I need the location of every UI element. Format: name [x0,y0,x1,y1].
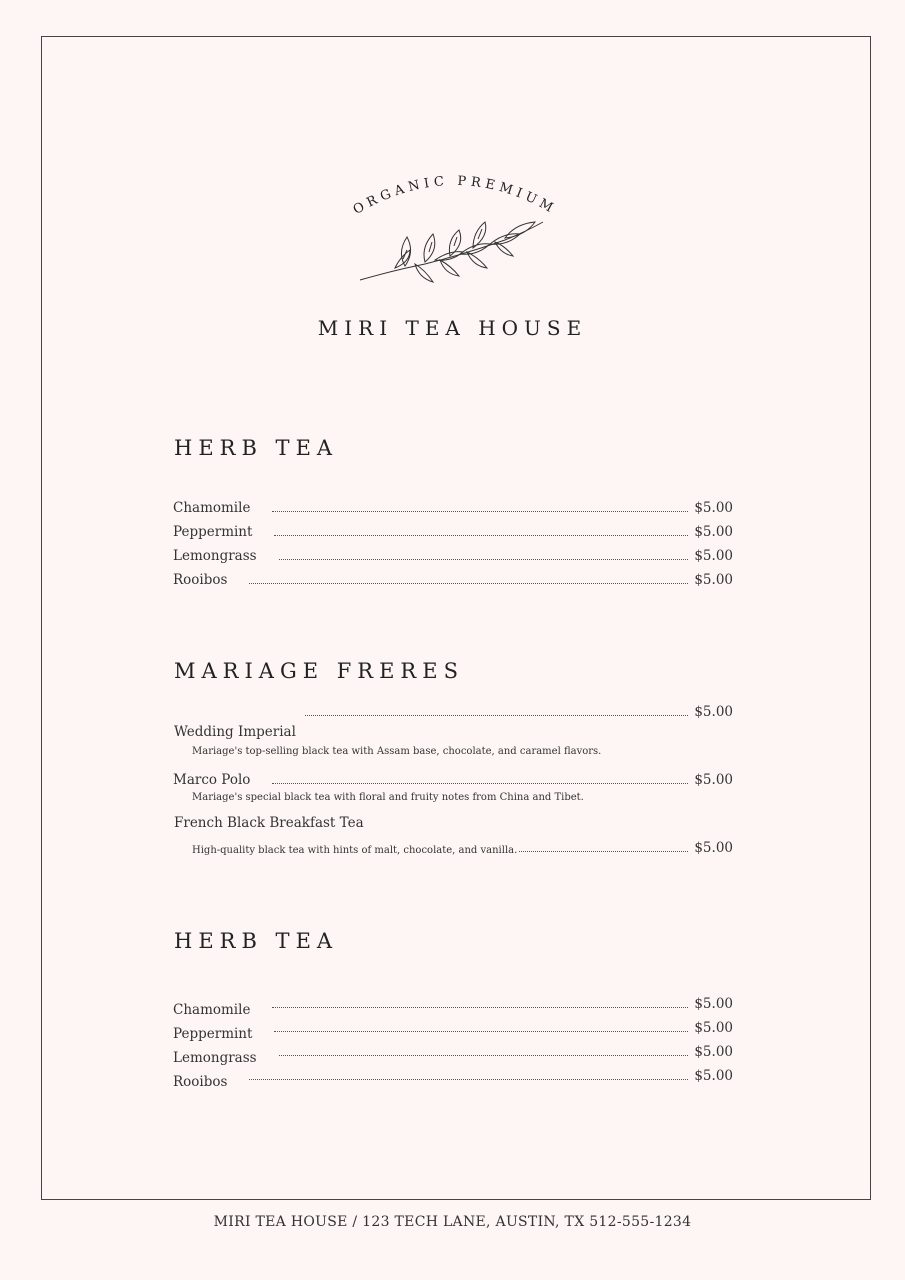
dot-leader [249,583,688,584]
dot-leader [274,1031,688,1032]
item-price: $5.00 [694,1044,733,1060]
item-price: $5.00 [694,1068,733,1084]
item-name: Peppermint [173,1026,253,1042]
item-price: $5.00 [694,572,733,588]
item-price: $5.00 [694,704,733,720]
menu-item-price-row [305,700,733,720]
brand-title: MIRI TEA HOUSE [317,316,588,340]
item-price: $5.00 [694,996,733,1012]
item-price: $5.00 [694,840,733,856]
item-name: Marco Polo [173,772,251,788]
menu-item-chamomile [173,496,733,516]
menu-item-rooibos-2 [173,1066,733,1090]
item-name: Lemongrass [173,548,257,564]
item-price: $5.00 [694,548,733,564]
item-name: Rooibos [173,1074,228,1090]
herb-branch-icon [355,212,550,287]
dot-leader [279,559,689,560]
item-description: Mariage's top-selling black tea with Assam base, chocolate, and caramel flavors. [192,746,602,757]
item-price: $5.00 [694,500,733,516]
dot-leader [272,783,688,784]
menu-item-lemongrass [173,544,733,564]
footer-address: MIRI TEA HOUSE / 123 TECH LANE, AUSTIN, TX 512-555-1234 [213,1214,692,1230]
item-description: Mariage's special black tea with floral and fruity notes from China and Tibet. [192,792,584,803]
section-title-herb-tea: HERB TEA [174,436,339,460]
item-price: $5.00 [694,772,733,788]
item-name: Rooibos [173,572,228,588]
item-name: Chamomile [173,1002,251,1018]
dot-leader [279,1055,689,1056]
dot-leader [274,535,688,536]
menu-item-rooibos [173,568,733,588]
menu-item-peppermint-2 [173,1018,733,1042]
dot-leader [519,851,688,852]
menu-item-peppermint [173,520,733,540]
dot-leader [272,1007,688,1008]
item-name-french-black-breakfast-tea: French Black Breakfast Tea [174,815,364,831]
menu-item-marco-polo [173,768,733,788]
dot-leader [305,715,688,716]
menu-item-french-black-breakfast [192,836,733,856]
item-name-wedding-imperial: Wedding Imperial [174,724,296,740]
item-name: Peppermint [173,524,253,540]
tagline-text: ORGANIC PREMIUM [350,173,560,218]
dot-leader [249,1079,688,1080]
item-name: Lemongrass [173,1050,257,1066]
item-description: High-quality black tea with hints of malt, chocolate, and vanilla. [192,845,518,856]
menu-item-lemongrass-2 [173,1042,733,1066]
section-title-herb-tea-2: HERB TEA [174,929,339,953]
section-title-mariage-freres: MARIAGE FRERES [174,659,464,683]
item-name: Chamomile [173,500,251,516]
item-price: $5.00 [694,1020,733,1036]
dot-leader [272,511,688,512]
menu-item-chamomile-2 [173,994,733,1018]
item-price: $5.00 [694,524,733,540]
